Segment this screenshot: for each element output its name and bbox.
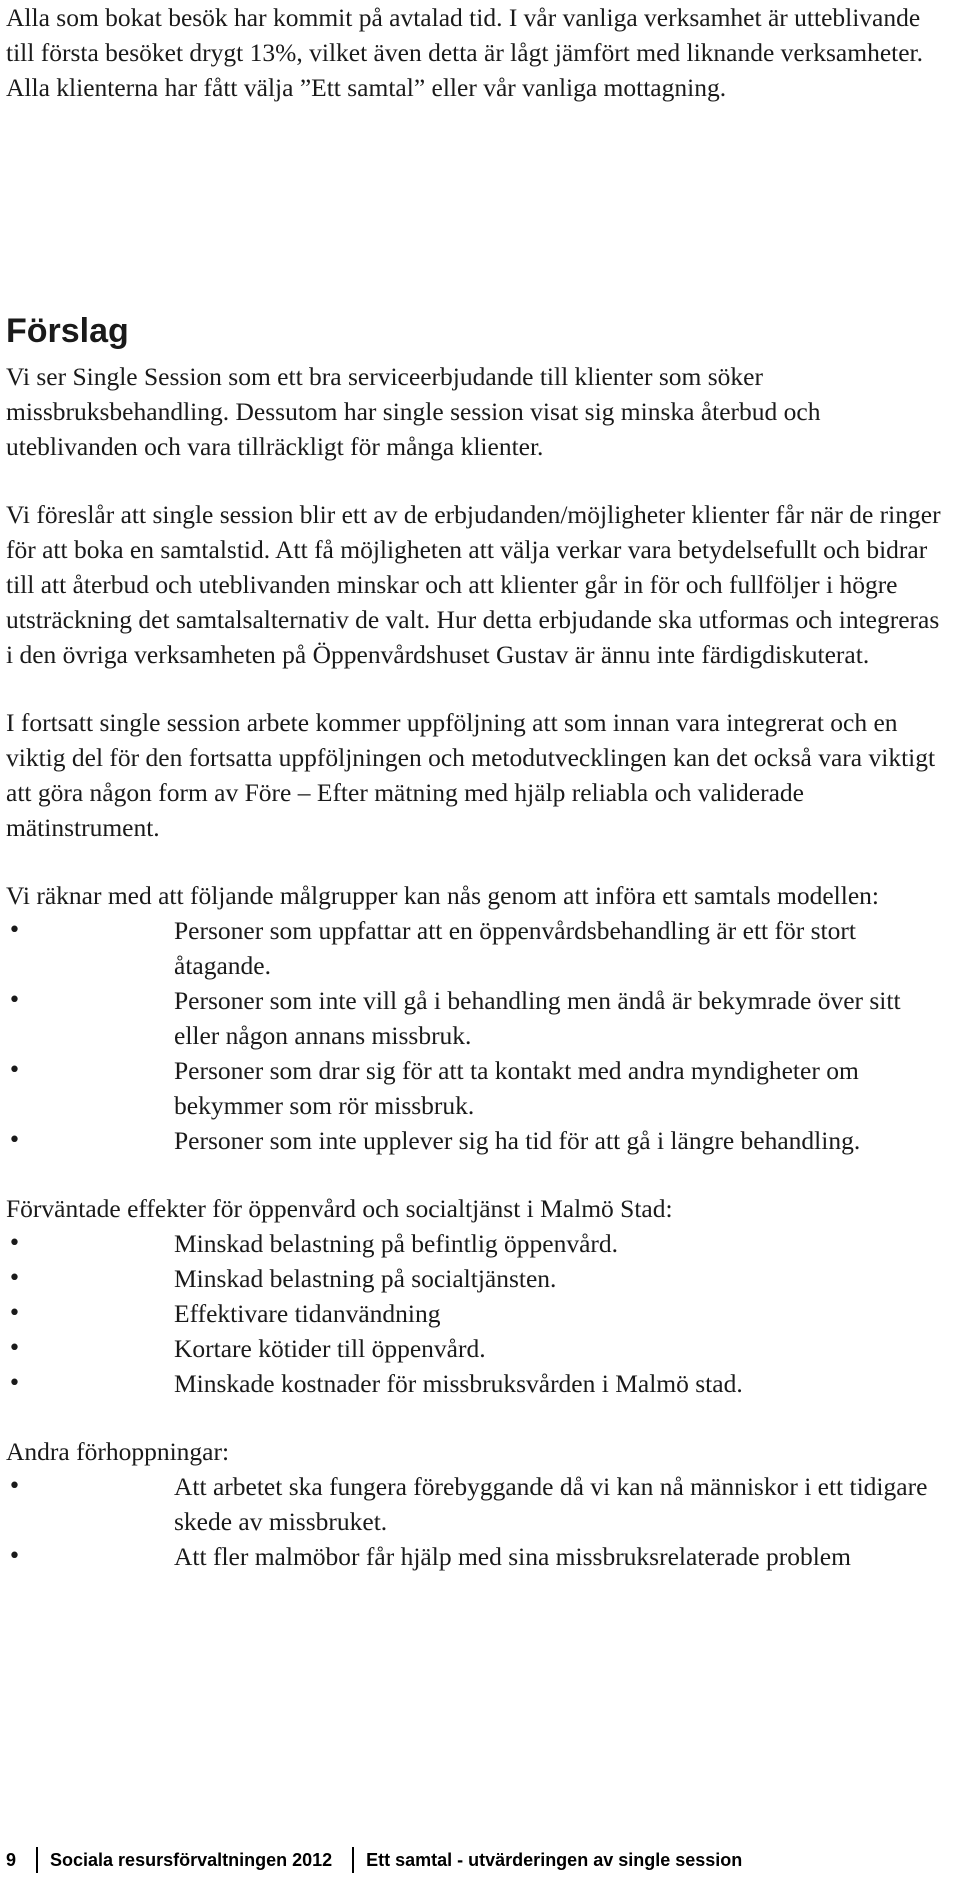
paragraph-effects-intro: Förväntade effekter för öppenvård och socialtjänst i Malmö Stad: xyxy=(6,1194,673,1223)
section-body xyxy=(6,359,951,1574)
paragraph-followup: I fortsatt single session arbete kommer uppföljning att som innan vara integrerat och en viktig del för den fortsatta uppföljningen och metodutvecklingen kan det också vara viktigt att göra någon form av Före – Efter mätning med hjälp reliabla och validerade mätinstrument. xyxy=(6,708,936,842)
intro-text xyxy=(6,0,951,105)
section-heading: Förslag xyxy=(6,312,129,350)
bullet-icon: • xyxy=(8,1301,21,1326)
list-item xyxy=(6,1469,951,1539)
list-item-text: Att fler malmöbor får hjälp med sina missbruksrelaterade problem xyxy=(174,1542,851,1571)
effects-list xyxy=(6,1226,951,1401)
bullet-icon: • xyxy=(8,1266,21,1291)
bullet-icon: • xyxy=(8,1371,21,1396)
paragraph-offer: Vi föreslår att single session blir ett av de erbjudanden/möjligheter klienter får när de ringer för att boka en samtalstid. Att få möjligheten att välja verkar vara betydelsefullt och bidrar till att återbud och uteblivanden minskar och att klienter går in för och fullföljer i högre utsträckning det samtalsalternativ de valt. Hur detta erbjudande ska utformas och integreras i den övriga verksamheten på Öppenvårdshuset Gustav är ännu inte färdigdiskuterat. xyxy=(6,500,941,669)
paragraph-proposal: Vi ser Single Session som ett bra serviceerbjudande till klienter som söker missbruksbehandling. Dessutom har single session visat sig minska återbud och uteblivanden och vara tillräckligt för många klienter. xyxy=(6,362,821,461)
list-item-text: Personer som uppfattar att en öppenvårdsbehandling är ett för stort åtagande. xyxy=(174,916,856,980)
list-item xyxy=(6,1331,951,1366)
page-number: 9 xyxy=(6,1849,17,1870)
list-item xyxy=(6,1123,951,1158)
page-footer xyxy=(6,1845,742,1875)
list-item-text: Att arbetet ska fungera förebyggande då vi kan nå människor i ett tidigare skede av missbruket. xyxy=(174,1472,928,1536)
hopes-list xyxy=(6,1469,951,1574)
bullet-icon: • xyxy=(8,918,21,943)
footer-organization: Sociala resursförvaltningen 2012 xyxy=(50,1849,333,1870)
intro-paragraph: Alla som bokat besök har kommit på avtalad tid. I vår vanliga verksamhet är utteblivande till första besöket drygt 13%, vilket även detta är lågt jämfört med liknande verksamheter. xyxy=(6,3,924,67)
intro-choice-line: Alla klienterna har fått välja ”Ett samtal” eller vår vanliga mottagning. xyxy=(6,73,727,102)
bullet-icon: • xyxy=(8,1058,21,1083)
list-item xyxy=(6,1539,951,1574)
footer-document-title: Ett samtal - utvärderingen av single session xyxy=(366,1849,743,1870)
list-item-text: Personer som inte vill gå i behandling men ändå är bekymrade över sitt eller någon annans missbruk. xyxy=(174,986,901,1050)
list-item xyxy=(6,1296,951,1331)
list-item-text: Minskad belastning på socialtjänsten. xyxy=(174,1264,557,1293)
bullet-icon: • xyxy=(8,1336,21,1361)
list-item xyxy=(6,913,951,983)
list-item-text: Personer som drar sig för att ta kontakt med andra myndigheter om bekymmer som rör missbruk. xyxy=(174,1056,859,1120)
target-groups-list xyxy=(6,913,951,1158)
bullet-icon: • xyxy=(8,1231,21,1256)
list-item-text: Effektivare tidanvändning xyxy=(174,1299,441,1328)
bullet-icon: • xyxy=(8,1544,21,1569)
list-item-text: Minskad belastning på befintlig öppenvård. xyxy=(174,1229,619,1258)
list-item xyxy=(6,983,951,1053)
list-item xyxy=(6,1366,951,1401)
bullet-icon: • xyxy=(8,1474,21,1499)
footer-divider xyxy=(352,1847,354,1873)
bullet-icon: • xyxy=(8,988,21,1013)
paragraph-target-groups-intro: Vi räknar med att följande målgrupper kan nås genom att införa ett samtals modellen: xyxy=(6,881,879,910)
list-item-text: Kortare kötider till öppenvård. xyxy=(174,1334,486,1363)
bullet-icon: • xyxy=(8,1128,21,1153)
footer-divider xyxy=(36,1847,38,1873)
list-item xyxy=(6,1261,951,1296)
list-item-text: Minskade kostnader för missbruksvården i Malmö stad. xyxy=(174,1369,743,1398)
list-item-text: Personer som inte upplever sig ha tid för att gå i längre behandling. xyxy=(174,1126,861,1155)
list-item xyxy=(6,1053,951,1123)
list-item xyxy=(6,1226,951,1261)
paragraph-hopes-intro: Andra förhoppningar: xyxy=(6,1437,230,1466)
